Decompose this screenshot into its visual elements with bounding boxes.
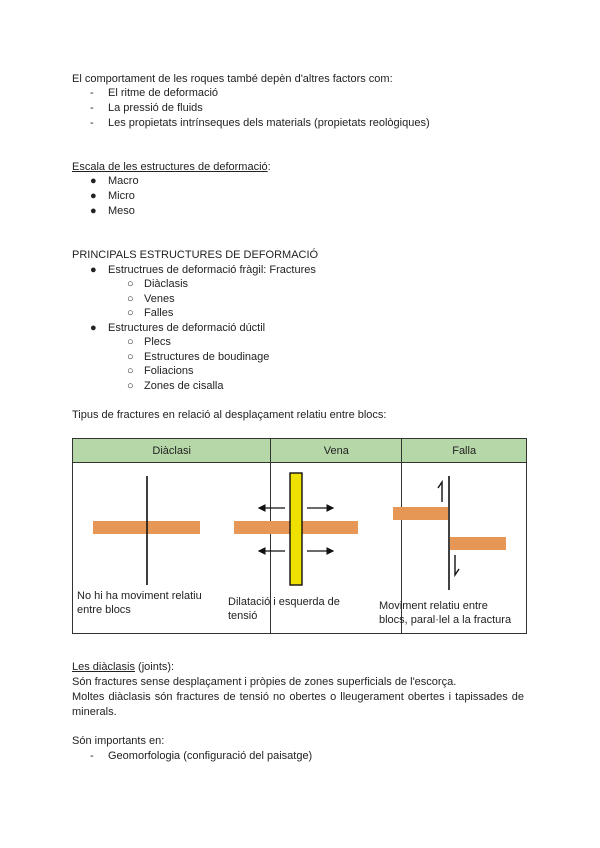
list-item: Estructrues de deformació fràgil: Fractures xyxy=(108,264,316,276)
list-item: Foliacions xyxy=(144,365,194,377)
circle-bullet-icon: ○ xyxy=(127,307,134,319)
list-item: Plecs xyxy=(144,336,171,348)
circle-bullet-icon: ○ xyxy=(127,336,134,348)
paragraph-line: minerals. xyxy=(72,706,117,718)
rock-block-upper xyxy=(393,507,448,520)
list-item: Falles xyxy=(144,307,174,319)
dash-marker: - xyxy=(90,117,94,129)
paragraph-line: Moltes diàclasis són fractures de tensió no obertes o lleugerament obertes i tapissades de xyxy=(72,691,525,703)
arrow-up-icon xyxy=(438,482,442,502)
circle-bullet-icon: ○ xyxy=(127,278,134,290)
circle-bullet-icon: ○ xyxy=(127,380,134,392)
list-item: Macro xyxy=(108,175,139,187)
list-item: Diàclasis xyxy=(144,278,189,290)
header-diaclasi: Diàclasi xyxy=(73,439,271,463)
vein xyxy=(290,473,302,585)
dash-marker: - xyxy=(90,102,94,114)
arrow-down-icon xyxy=(455,555,459,575)
list-item: Estructures de boudinage xyxy=(144,351,270,363)
vena-diagram xyxy=(234,473,358,585)
caption-falla: Moviment relatiu entre blocs, paral·lel a la fractura xyxy=(379,600,512,626)
dash-marker: - xyxy=(90,750,94,762)
list-item: El ritme de deformació xyxy=(108,87,219,99)
bullet-icon: ● xyxy=(90,175,97,187)
intro-text: El comportament de les roques també depèn d'altres factors com: xyxy=(72,73,393,85)
paragraph-line: Són importants en: xyxy=(72,735,165,747)
list-item: Micro xyxy=(108,190,135,202)
circle-bullet-icon: ○ xyxy=(127,293,134,305)
header-vena: Vena xyxy=(271,439,402,463)
rock-block-lower xyxy=(450,537,506,550)
caption-vena: Dilatació i esquerda de tensió xyxy=(228,596,340,622)
bullet-icon: ● xyxy=(90,322,97,334)
table-intro: Tipus de fractures en relació al desplaçament relatiu entre blocs: xyxy=(72,409,387,421)
section-heading: Escala de les estructures de deformació: xyxy=(72,161,271,173)
list-item: Venes xyxy=(144,293,175,305)
bullet-icon: ● xyxy=(90,190,97,202)
list-item: Estructures de deformació dúctil xyxy=(108,322,266,334)
section-heading: PRINCIPALS ESTRUCTURES DE DEFORMACIÓ xyxy=(72,249,319,261)
list-item: Zones de cisalla xyxy=(144,380,224,392)
list-item: Geomorfologia (configuració del paisatge) xyxy=(108,750,313,762)
dash-marker: - xyxy=(90,87,94,99)
circle-bullet-icon: ○ xyxy=(127,351,134,363)
bullet-icon: ● xyxy=(90,264,97,276)
paragraph-line: Són fractures sense desplaçament i pròpies de zones superficials de l'escorça. xyxy=(72,676,457,688)
caption-diaclasi: No hi ha moviment relatiu entre blocs xyxy=(77,590,202,616)
header-falla: Falla xyxy=(402,439,527,463)
bullet-icon: ● xyxy=(90,205,97,217)
list-item: Meso xyxy=(108,205,135,217)
falla-diagram xyxy=(393,476,506,590)
diaclasi-diagram xyxy=(93,476,200,585)
list-item: La pressió de fluids xyxy=(108,102,203,114)
circle-bullet-icon: ○ xyxy=(127,365,134,377)
section-heading: Les diàclasis (joints): xyxy=(72,661,175,673)
list-item: Les propietats intrínseques dels materials (propietats reològiques) xyxy=(108,117,430,129)
